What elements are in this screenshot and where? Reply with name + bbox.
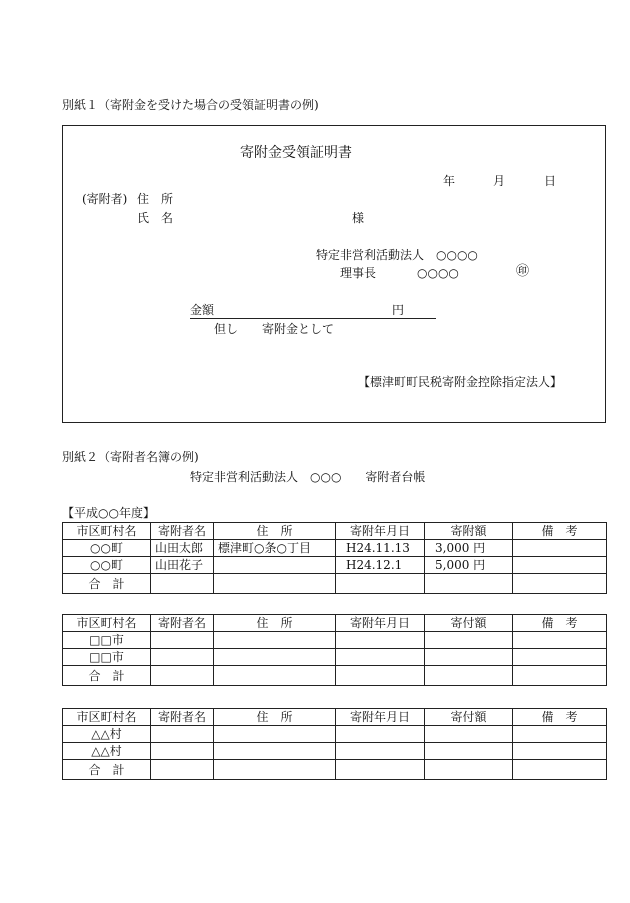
- table-total-row: [63, 574, 607, 594]
- cell-donor-name: 山田太郎: [151, 540, 214, 557]
- header-amount: 寄附額: [425, 523, 513, 540]
- fiscal-year: 【平成○○年度】: [62, 506, 155, 520]
- cell-municipality: △△村: [63, 726, 151, 743]
- table-row: [63, 649, 607, 666]
- header-amount: 寄付額: [425, 615, 513, 632]
- table-total-row: [63, 666, 607, 686]
- cell-donor-name: 山田花子: [151, 557, 214, 574]
- cell-empty: [513, 632, 607, 649]
- cell-empty: [513, 649, 607, 666]
- cell-empty: [214, 726, 336, 743]
- cell-empty: [425, 726, 513, 743]
- header-donor-name: 寄附者名: [151, 523, 214, 540]
- cell-empty: [151, 743, 214, 760]
- org-name: 特定非営利活動法人 ○○○○: [316, 248, 478, 262]
- header-date: 寄附年月日: [336, 615, 425, 632]
- donor-register-table-3: [62, 708, 607, 780]
- table-row: [63, 557, 607, 574]
- table-row: [63, 726, 607, 743]
- cell-empty: [425, 649, 513, 666]
- cell-total-label: 合 計: [63, 666, 151, 686]
- cell-empty: [151, 760, 214, 780]
- cell-empty: [336, 666, 425, 686]
- header-date: 寄附年月日: [336, 709, 425, 726]
- cell-total-label: 合 計: [63, 760, 151, 780]
- appendix1-caption: 別紙１（寄附金を受けた場合の受領証明書の例): [62, 98, 319, 112]
- cell-empty: [214, 632, 336, 649]
- table-header-row: [63, 709, 607, 726]
- cell-municipality: ○○町: [63, 557, 151, 574]
- cell-empty: [425, 632, 513, 649]
- cell-empty: [336, 743, 425, 760]
- date-month: 月: [493, 174, 506, 188]
- date-year: 年: [443, 174, 456, 188]
- cell-empty: [336, 574, 425, 594]
- cell-empty: [425, 760, 513, 780]
- address-label: 住 所: [137, 192, 174, 206]
- cell-empty: [513, 760, 607, 780]
- cell-empty: [513, 726, 607, 743]
- cell-empty: [214, 666, 336, 686]
- donor-register-table-2: [62, 614, 607, 686]
- name-label: 氏 名: [137, 211, 174, 225]
- cell-empty: [513, 743, 607, 760]
- register-subtitle: 特定非営利活動法人 ○○○ 寄附者台帳: [190, 470, 426, 484]
- cell-empty: [151, 666, 214, 686]
- seal-icon: ㊞: [516, 264, 530, 279]
- header-municipality: 市区町村名: [63, 709, 151, 726]
- header-donor-name: 寄附者名: [151, 615, 214, 632]
- header-remarks: 備 考: [513, 523, 607, 540]
- cell-address: 標津町○条○丁目: [214, 540, 336, 557]
- cell-empty: [425, 574, 513, 594]
- header-municipality: 市区町村名: [63, 615, 151, 632]
- proviso: 但し 寄附金として: [214, 322, 335, 336]
- cell-empty: [513, 666, 607, 686]
- table-row: [63, 540, 607, 557]
- amount-yen: 円: [392, 303, 405, 317]
- cell-empty: [151, 574, 214, 594]
- cell-address: [214, 557, 336, 574]
- header-remarks: 備 考: [513, 615, 607, 632]
- certificate-title: 寄附金受領証明書: [240, 145, 352, 161]
- cell-empty: [214, 743, 336, 760]
- cell-empty: [336, 632, 425, 649]
- chair-name: ○○○○: [417, 266, 459, 280]
- designation: 【標津町町民税寄附金控除指定法人】: [358, 375, 563, 389]
- table-row: [63, 743, 607, 760]
- cell-empty: [151, 649, 214, 666]
- table-total-row: [63, 760, 607, 780]
- cell-empty: [151, 632, 214, 649]
- cell-empty: [425, 743, 513, 760]
- table-header-row: [63, 615, 607, 632]
- donor-label: (寄附者): [82, 192, 128, 206]
- appendix2-caption: 別紙２（寄附者名簿の例): [62, 450, 199, 464]
- cell-amount: 5,000 円: [425, 557, 513, 574]
- cell-municipality: ○○町: [63, 540, 151, 557]
- cell-empty: [513, 574, 607, 594]
- cell-empty: [214, 649, 336, 666]
- cell-empty: [214, 760, 336, 780]
- cell-remarks: [513, 540, 607, 557]
- cell-empty: [214, 574, 336, 594]
- header-date: 寄附年月日: [336, 523, 425, 540]
- header-remarks: 備 考: [513, 709, 607, 726]
- cell-remarks: [513, 557, 607, 574]
- table-row: [63, 632, 607, 649]
- cell-date: H24.11.13: [336, 540, 425, 557]
- header-address: 住 所: [214, 709, 336, 726]
- date-day: 日: [544, 174, 557, 188]
- amount-underline: [190, 318, 436, 319]
- cell-empty: [336, 760, 425, 780]
- header-municipality: 市区町村名: [63, 523, 151, 540]
- cell-total-label: 合 計: [63, 574, 151, 594]
- cell-empty: [151, 726, 214, 743]
- cell-municipality: △△村: [63, 743, 151, 760]
- header-donor-name: 寄附者名: [151, 709, 214, 726]
- table-header-row: [63, 523, 607, 540]
- cell-municipality: □□市: [63, 649, 151, 666]
- cell-date: H24.12.1: [336, 557, 425, 574]
- chair-label: 理事長: [340, 266, 377, 280]
- header-address: 住 所: [214, 523, 336, 540]
- cell-empty: [336, 726, 425, 743]
- cell-empty: [336, 649, 425, 666]
- honorific: 様: [352, 211, 365, 225]
- header-address: 住 所: [214, 615, 336, 632]
- amount-label: 金額: [190, 303, 215, 317]
- cell-municipality: □□市: [63, 632, 151, 649]
- cell-empty: [425, 666, 513, 686]
- cell-amount: 3,000 円: [425, 540, 513, 557]
- header-amount: 寄付額: [425, 709, 513, 726]
- donor-register-table-1: [62, 522, 607, 594]
